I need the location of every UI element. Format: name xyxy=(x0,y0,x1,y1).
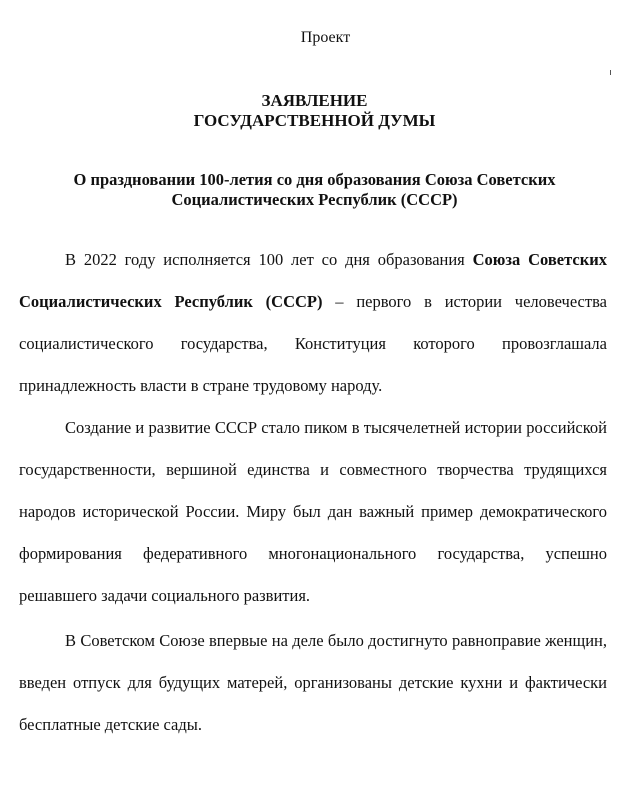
document-title-line-2: ГОСУДАРСТВЕННОЙ ДУМЫ xyxy=(193,111,436,130)
document-subject xyxy=(0,170,629,210)
document-title-line-1: ЗАЯВЛЕНИЕ xyxy=(261,91,368,110)
paragraph-1 xyxy=(19,239,607,407)
paragraph-2: Создание и развитие СССР стало пиком в тысячелетней истории российской государственности, вершиной единства и совместного творчества трудящихся народов исторической России. Миру был дан важный пример демократического формирования федеративного многонационального государства, успешно решавшего задачи социального развития. xyxy=(19,418,607,605)
document-subject-line-1: О праздновании 100-летия со дня образования Союза Советских xyxy=(73,170,556,189)
paragraph-1-start: В 2022 году исполняется 100 лет со дня образования xyxy=(65,250,473,269)
document-status: Проект xyxy=(300,29,351,46)
scan-mark xyxy=(610,70,611,75)
document-title xyxy=(0,91,629,131)
paragraph-1-end: – первого в истории человечества социалистического государства, Конституция которого провозглашала принадлежность власти в стране трудовому народу. xyxy=(19,292,607,395)
document-subject-line-2: Социалистических Республик (СССР) xyxy=(171,190,458,209)
document-body xyxy=(19,239,607,746)
paragraph-1-bold: Союза Советских Социалистических Республик (СССР) xyxy=(19,250,607,311)
paragraph-3: В Советском Союзе впервые на деле было достигнуто равноправие женщин, введен отпуск для будущих матерей, организованы детские кухни и фактически бесплатные детские сады. xyxy=(19,631,607,734)
